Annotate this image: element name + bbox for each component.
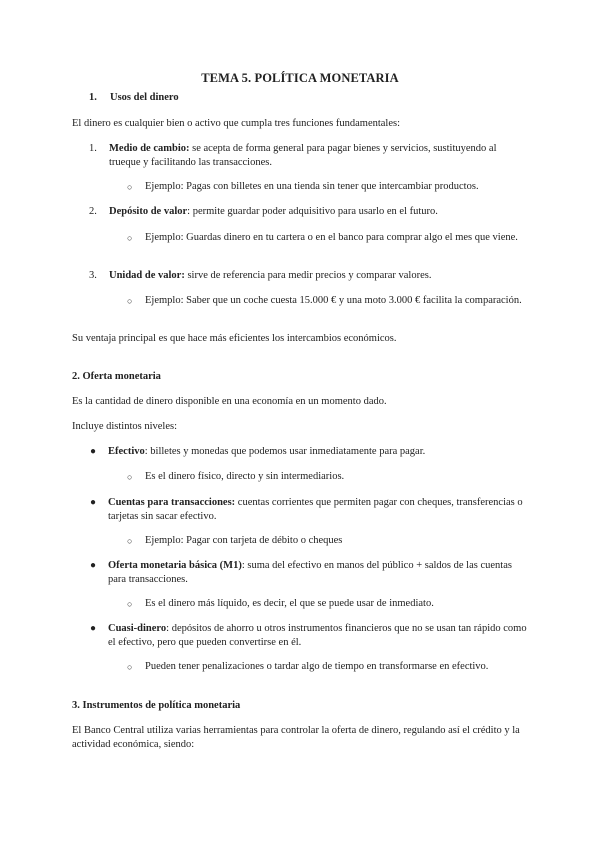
item-description: se acepta de forma general para pagar bienes y servicios, sustituyendo al trueque y facilitando las transacciones. <box>109 143 497 168</box>
circle-bullet-icon: ○ <box>127 472 133 482</box>
circle-bullet-icon: ○ <box>127 599 133 609</box>
section3-intro: El Banco Central utiliza varias herramientas para controlar la oferta de dinero, regulando así el crédito y la actividad económica, siendo: <box>72 725 520 750</box>
item-term: Depósito de valor <box>109 206 188 217</box>
item-number: 3. <box>89 270 97 281</box>
section3-heading: 3. Instrumentos de política monetaria <box>72 700 241 711</box>
section2-heading: 2. Oferta monetaria <box>72 371 161 382</box>
circle-bullet-icon: ○ <box>127 662 133 672</box>
dot-bullet-icon: ● <box>90 560 97 571</box>
circle-bullet-icon: ○ <box>127 296 133 306</box>
dot-bullet-icon: ● <box>90 497 97 508</box>
level-subtext: Es el dinero físico, directo y sin intermediarios. <box>145 471 345 482</box>
level-text <box>108 445 530 459</box>
circle-bullet-icon: ○ <box>127 536 133 546</box>
dot-bullet-icon: ● <box>90 623 97 634</box>
level-term: Oferta monetaria básica (M1) <box>108 560 242 571</box>
example-text: Ejemplo: Pagas con billetes en una tienda sin tener que intercambiar productos. <box>145 181 479 192</box>
item-text <box>109 205 529 219</box>
level-term: Cuasi-dinero <box>108 623 167 634</box>
level-term: Efectivo <box>108 446 145 457</box>
level-description: : billetes y monedas que podemos usar inmediatamente para pagar. <box>144 446 426 457</box>
item-term: Medio de cambio: <box>109 143 190 154</box>
level-subtext: Pueden tener penalizaciones o tardar algo de tiempo en transformarse en efectivo. <box>145 661 489 672</box>
dot-bullet-icon: ● <box>90 446 97 457</box>
section2-levels-intro: Incluye distintos niveles: <box>72 421 177 432</box>
section2-definition: Es la cantidad de dinero disponible en una economía en un momento dado. <box>72 396 387 407</box>
section1-number: 1. <box>89 92 97 103</box>
item-term: Unidad de valor: <box>109 270 185 281</box>
level-description: : depósitos de ahorro u otros instrumentos financieros que no se usan tan rápido como el efectivo, pero que pueden convertirse en él. <box>108 623 527 648</box>
level-term: Cuentas para transacciones: <box>108 497 236 508</box>
circle-bullet-icon: ○ <box>127 182 133 192</box>
document-title: TEMA 5. POLÍTICA MONETARIA <box>201 71 399 85</box>
item-description: sirve de referencia para medir precios y comparar valores. <box>184 270 432 281</box>
level-subtext: Ejemplo: Pagar con tarjeta de débito o cheques <box>145 535 343 546</box>
level-description: cuentas corrientes que permiten pagar con cheques, transferencias o tarjetas sin sacar efectivo. <box>108 497 523 522</box>
item-number: 1. <box>89 143 97 154</box>
example-text: Ejemplo: Saber que un coche cuesta 15.000 € y una moto 3.000 € facilita la comparación. <box>145 295 522 306</box>
example-text: Ejemplo: Guardas dinero en tu cartera o en el banco para comprar algo el mes que viene. <box>145 232 518 243</box>
level-subtext: Es el dinero más líquido, es decir, el que se puede usar de inmediato. <box>145 598 434 609</box>
level-text <box>108 496 530 524</box>
section1-intro: El dinero es cualquier bien o activo que cumpla tres funciones fundamentales: <box>72 118 401 129</box>
level-text <box>108 559 530 587</box>
item-text <box>109 142 529 170</box>
level-description: : suma del efectivo en manos del público + saldos de las cuentas para transacciones. <box>108 560 512 585</box>
item-text <box>109 269 529 283</box>
item-number: 2. <box>89 206 97 217</box>
circle-bullet-icon: ○ <box>127 233 133 243</box>
section1-conclusion: Su ventaja principal es que hace más eficientes los intercambios económicos. <box>72 333 397 344</box>
level-text <box>108 622 530 650</box>
section1-heading: Usos del dinero <box>110 92 179 103</box>
item-description: : permite guardar poder adquisitivo para usarlo en el futuro. <box>187 206 438 217</box>
